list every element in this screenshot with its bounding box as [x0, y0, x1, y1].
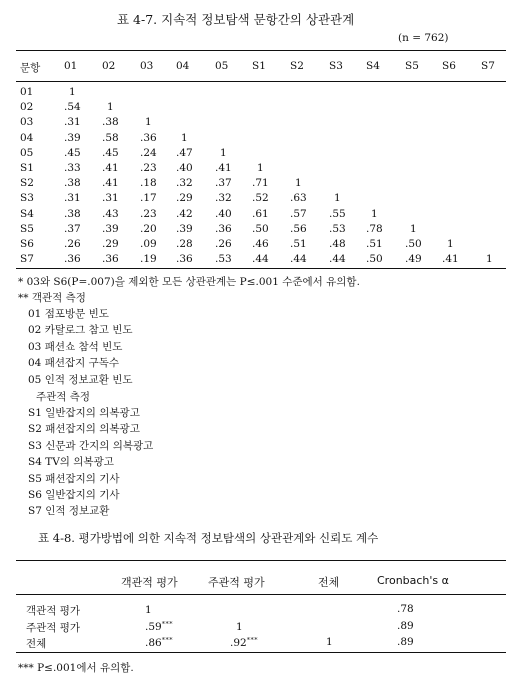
table1-cell: .17: [140, 192, 157, 205]
table1-cell: .63: [290, 192, 307, 205]
table1-header-col: S2: [290, 60, 304, 72]
table1-cell: .32: [215, 192, 232, 205]
subjective-measures-header: 주관적 측정: [36, 391, 91, 403]
table1-cell: .24: [140, 146, 157, 159]
significance-note: * 03와 S6(P=.007)을 제외한 모든 상관관계는 P≤.001 수준에서 유의함.: [18, 276, 360, 288]
table1-cell: .29: [176, 192, 193, 205]
table1-cell: .44: [290, 253, 307, 266]
significance-marker: ***: [161, 636, 173, 644]
table1-cell: .26: [215, 238, 232, 250]
table1-header-col: S4: [366, 60, 380, 72]
table1-row-label: 04: [20, 131, 34, 144]
table1-cell: .36: [64, 253, 81, 266]
table2-footnote: *** P≤.001에서 유의함.: [18, 662, 134, 674]
table2-cell-value: .92: [230, 637, 247, 649]
table1-cell: .39: [176, 222, 193, 235]
table1-cell: .48: [329, 238, 346, 250]
table1-row-label: 03: [20, 116, 34, 129]
table1-cell: 1: [334, 192, 341, 205]
table1-cell: .23: [140, 162, 157, 174]
table1-header-rule: [16, 81, 506, 82]
table1-cell: .57: [290, 207, 307, 220]
table1-cell: .36: [215, 222, 232, 235]
objective-measure-item: 03 패션쇼 참석 빈도: [28, 340, 123, 353]
table1-cell: 1: [295, 177, 302, 190]
table1-row-label: S6: [20, 238, 34, 250]
table1-row-label: S7: [20, 253, 34, 266]
table1-sample-size: (n = 762): [398, 32, 449, 44]
table1-cell: .71: [252, 177, 269, 190]
table1-header-item: 문항: [20, 62, 41, 74]
table1-cell: 1: [486, 253, 493, 266]
table2-cell-objective: [145, 636, 173, 649]
table2-col-total: 전체: [318, 576, 340, 589]
table1-cell: .41: [215, 162, 232, 174]
table1-cell: 1: [447, 238, 454, 250]
table1-cell: .41: [442, 253, 459, 266]
table1-cell: .29: [102, 238, 119, 250]
table2-cell-subjective: [236, 620, 243, 633]
table1-header-col: S3: [329, 60, 343, 72]
table1-cell: .20: [140, 222, 157, 235]
table1-header-col: S6: [442, 60, 456, 72]
table1-cell: .55: [329, 207, 346, 220]
table2-col-cronbach: Cronbach's α: [377, 574, 449, 587]
table1-cell: .40: [215, 207, 232, 220]
table1-row-label: S4: [20, 207, 34, 220]
table1-row-label: 05: [20, 146, 34, 159]
table1-cell: .52: [252, 192, 269, 205]
table1-cell: .78: [366, 222, 383, 235]
table1-header-col: 03: [140, 60, 154, 72]
table1-cell: .38: [102, 116, 119, 129]
table2-top-rule: [16, 560, 506, 561]
table2-cell-alpha: .89: [397, 620, 414, 632]
table2-cell-value: 1: [236, 621, 243, 633]
table1-cell: .61: [252, 207, 269, 220]
objective-measures-header: ** 객관적 측정: [18, 292, 86, 304]
table1-cell: .53: [329, 222, 346, 235]
table2-col-subjective: 주관적 평가: [208, 576, 265, 589]
table1-header-col: S1: [252, 60, 266, 72]
table1-cell: .19: [140, 253, 157, 266]
table2-title: 표 4-8. 평가방법에 의한 지속적 정보탐색의 상관관계와 신뢰도 계수: [38, 531, 379, 545]
table2-header-rule: [16, 594, 506, 595]
subjective-measure-item: S6 일반잡지의 기사: [28, 489, 120, 501]
table2-cell-total: 1: [326, 636, 333, 648]
table1-cell: .50: [405, 238, 422, 250]
subjective-measure-item: S3 신문과 간지의 의복광고: [28, 439, 154, 452]
table1-cell: .50: [252, 222, 269, 235]
objective-measure-item: 05 인적 정보교환 빈도: [28, 373, 133, 386]
table1-cell: .45: [64, 146, 81, 159]
table1-row-label: S1: [20, 162, 34, 174]
table2-cell-value: .59: [145, 621, 162, 633]
table1-cell: .33: [64, 162, 81, 174]
significance-marker: ***: [246, 636, 258, 644]
table1-cell: 1: [69, 86, 76, 98]
table2-row-label: 객관적 평가: [26, 605, 81, 617]
table1-top-rule: [16, 50, 506, 51]
table2-row-label: 전체: [26, 638, 47, 650]
table2-row-label: 주관적 평가: [26, 622, 81, 634]
table1-cell: .56: [290, 222, 307, 235]
objective-measure-item: 02 카탈로그 참고 빈도: [28, 324, 133, 337]
table1-header-col: 05: [215, 60, 229, 72]
table1-row-label: 01: [20, 86, 34, 98]
table1-cell: 1: [145, 116, 152, 129]
table1-cell: .23: [140, 207, 157, 220]
table1-bottom-rule: [16, 268, 506, 269]
table1-cell: .51: [366, 238, 383, 250]
table1-cell: .31: [64, 192, 81, 205]
table1-cell: .31: [102, 192, 119, 205]
table1-cell: .28: [176, 238, 193, 250]
table2-col-objective: 객관적 평가: [121, 576, 178, 589]
table1-row-label: S5: [20, 222, 34, 235]
table1-cell: .39: [64, 131, 81, 144]
table2-cell-alpha: .89: [397, 636, 414, 648]
table1-cell: .58: [102, 131, 119, 144]
table1-cell: .43: [102, 207, 119, 220]
objective-measure-item: 04 패션잡지 구독수: [28, 357, 120, 370]
table1-cell: .54: [64, 101, 81, 114]
table1-cell: .50: [366, 253, 383, 266]
table2-bottom-rule: [16, 652, 506, 653]
table1-cell: 1: [410, 222, 417, 235]
table1-title: 표 4-7. 지속적 정보탐색 문항간의 상관관계: [117, 12, 355, 27]
table2-cell-value: 1: [145, 604, 152, 616]
table1-header-col: 04: [176, 60, 190, 72]
table1-cell: .36: [102, 253, 119, 266]
table1-row-label: S3: [20, 192, 34, 205]
table2-cell-value: .86: [145, 637, 162, 649]
objective-measure-item: 01 점포방문 빈도: [28, 308, 109, 320]
table1-cell: 1: [257, 162, 264, 174]
table1-cell: .37: [64, 222, 81, 235]
subjective-measure-item: S2 패션잡지의 의복광고: [28, 423, 140, 436]
table1-row-label: S2: [20, 177, 34, 190]
subjective-measure-item: S4 TV의 의복광고: [28, 456, 114, 469]
table2-cell-objective: [145, 620, 173, 633]
table1-header-col: S5: [405, 60, 419, 72]
table1-cell: 1: [181, 131, 188, 144]
table1-cell: .36: [140, 131, 157, 144]
table2-cell-objective: [145, 603, 152, 616]
table1-cell: .51: [290, 238, 307, 250]
table1-cell: .26: [64, 238, 81, 250]
table1-cell: .31: [64, 116, 81, 129]
table1-cell: 1: [220, 146, 227, 159]
table1-cell: .38: [64, 207, 81, 220]
table1-cell: .53: [215, 253, 232, 266]
table1-header-col: 01: [64, 60, 78, 72]
table1-cell: .46: [252, 238, 269, 250]
table1-row-label: 02: [20, 101, 34, 114]
table1-header-col: 02: [102, 60, 116, 72]
table1-cell: .42: [176, 207, 193, 220]
subjective-measure-item: S7 인적 정보교환: [28, 505, 110, 518]
table1-cell: .40: [176, 162, 193, 174]
table1-cell: .41: [102, 177, 119, 190]
table1-header-col: S7: [481, 60, 495, 72]
table1-cell: 1: [371, 207, 378, 220]
subjective-measure-item: S1 일반잡지의 의복광고: [28, 407, 140, 419]
table2-cell-alpha: .78: [397, 603, 414, 615]
table1-cell: .32: [176, 177, 193, 190]
table1-cell: .36: [176, 253, 193, 266]
table1-cell: .39: [102, 222, 119, 235]
table1-cell: .37: [215, 177, 232, 190]
table1-cell: 1: [107, 101, 114, 114]
table1-cell: .18: [140, 177, 157, 190]
table1-cell: .09: [140, 238, 157, 250]
table1-cell: .44: [252, 253, 269, 266]
table2-cell-subjective: [230, 636, 258, 649]
table1-cell: .41: [102, 162, 119, 174]
table1-cell: .45: [102, 146, 119, 159]
significance-marker: ***: [161, 620, 173, 628]
subjective-measure-item: S5 패션잡지의 기사: [28, 472, 120, 485]
table1-cell: .49: [405, 253, 422, 266]
table1-cell: .47: [176, 146, 193, 159]
table1-cell: .38: [64, 177, 81, 190]
table1-cell: .44: [329, 253, 346, 266]
